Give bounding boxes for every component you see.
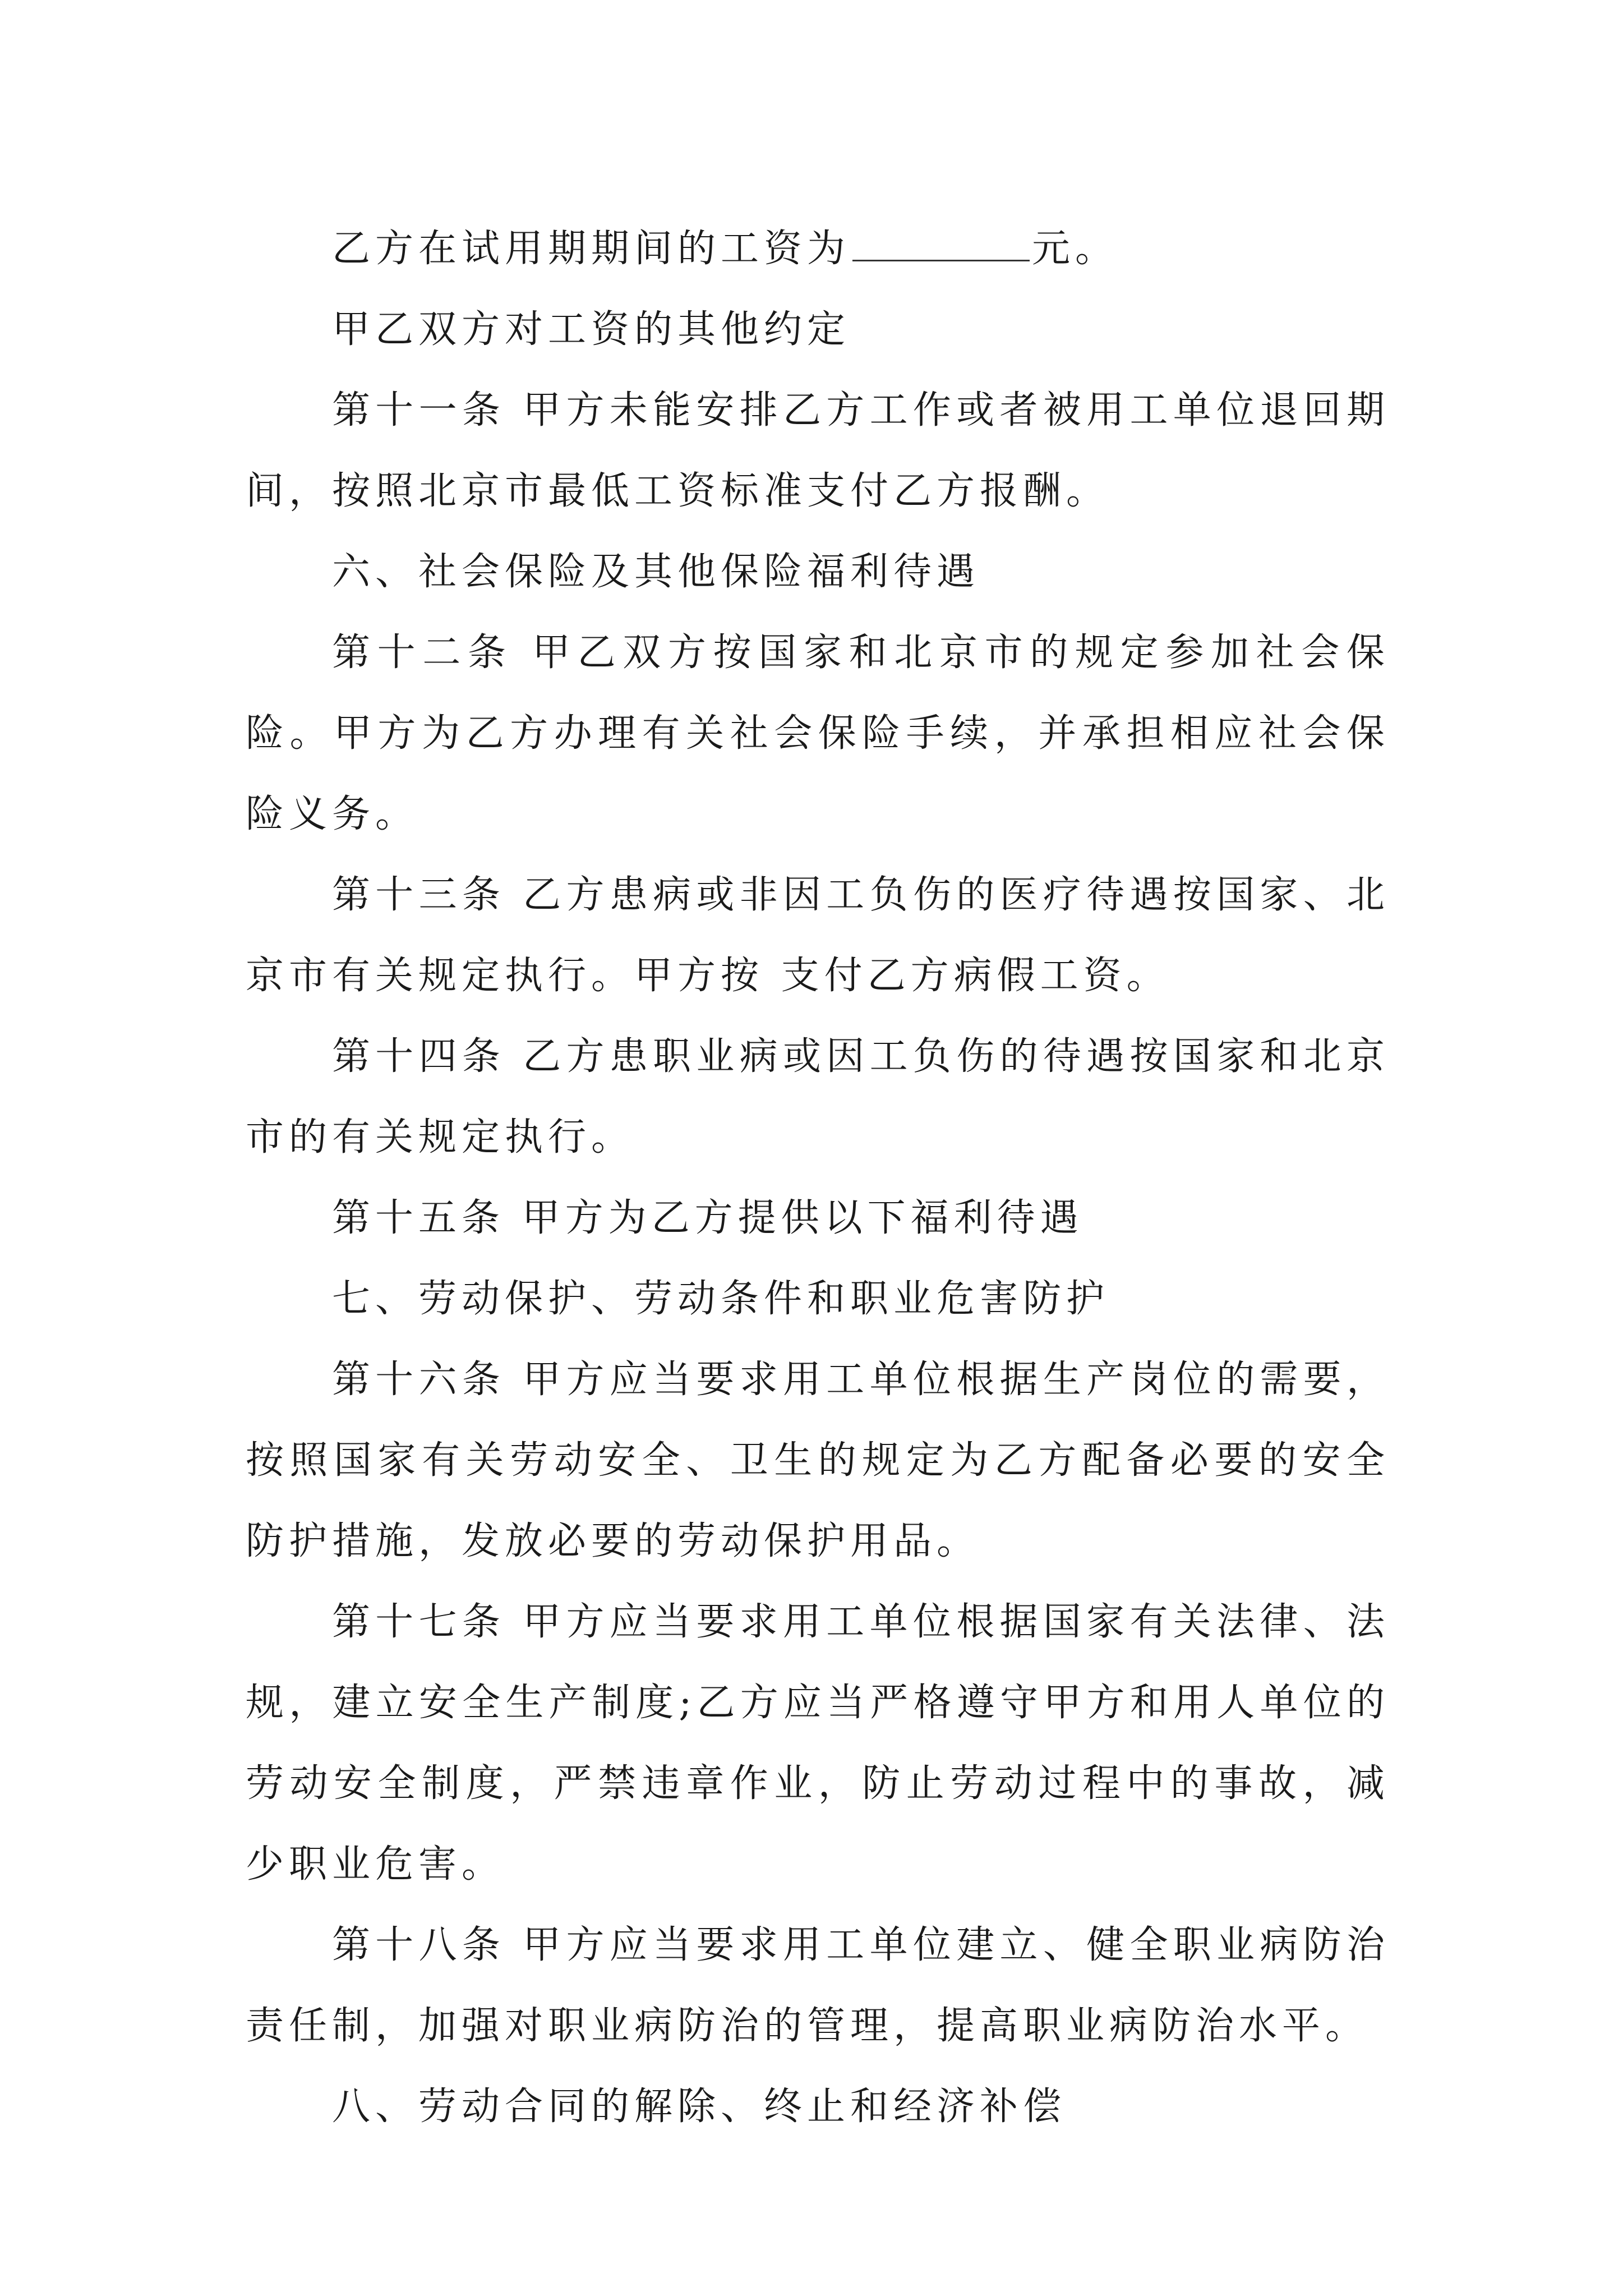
article-14: 第十四条 乙方患职业病或因工负伤的待遇按国家和北京市的有关规定执行。	[246, 1034, 1390, 1159]
article-18: 第十八条 甲方应当要求用工单位建立、健全职业病防治责任制，加强对职业病防治的管理，提高职业病防治水平。	[246, 1923, 1390, 2048]
wage-blank-field	[852, 226, 1030, 261]
document-body	[246, 209, 1390, 2147]
paragraph-other-wage-agreement: 甲乙双方对工资的其他约定	[332, 307, 851, 352]
article-11: 第十一条 甲方未能安排乙方工作或者被用工单位退回期间，按照北京市最低工资标准支付乙方报酬。	[246, 388, 1390, 513]
article-15: 第十五条 甲方为乙方提供以下福利待遇	[332, 1196, 1083, 1240]
probation-wage-text: 乙方在试用期期间的工资为	[332, 227, 851, 271]
section-heading-8: 八、劳动合同的解除、终止和经济补偿	[332, 2085, 1067, 2129]
paragraph-probation-wage	[246, 209, 1390, 289]
article-12: 第十二条 甲乙双方按国家和北京市的规定参加社会保险。甲方为乙方办理有关社会保险手续，并承担相应社会保险义务。	[246, 631, 1390, 836]
article-17: 第十七条 甲方应当要求用工单位根据国家有关法律、法规，建立安全生产制度;乙方应当严格遵守甲方和用人单位的劳动安全制度，严禁违章作业，防止劳动过程中的事故，减少职业危害。	[246, 1600, 1390, 1887]
section-heading-7: 七、劳动保护、劳动条件和职业危害防护	[332, 1277, 1110, 1321]
article-16: 第十六条 甲方应当要求用工单位根据生产岗位的需要，按照国家有关劳动安全、卫生的规定为乙方配备必要的安全防护措施，发放必要的劳动保护用品。	[246, 1358, 1390, 1563]
probation-wage-unit: 元。	[1032, 227, 1119, 271]
article-13: 第十三条 乙方患病或非因工负伤的医疗待遇按国家、北京市有关规定执行。甲方按 支付乙方病假工资。	[246, 873, 1390, 998]
section-heading-6: 六、社会保险及其他保险福利待遇	[332, 550, 980, 594]
